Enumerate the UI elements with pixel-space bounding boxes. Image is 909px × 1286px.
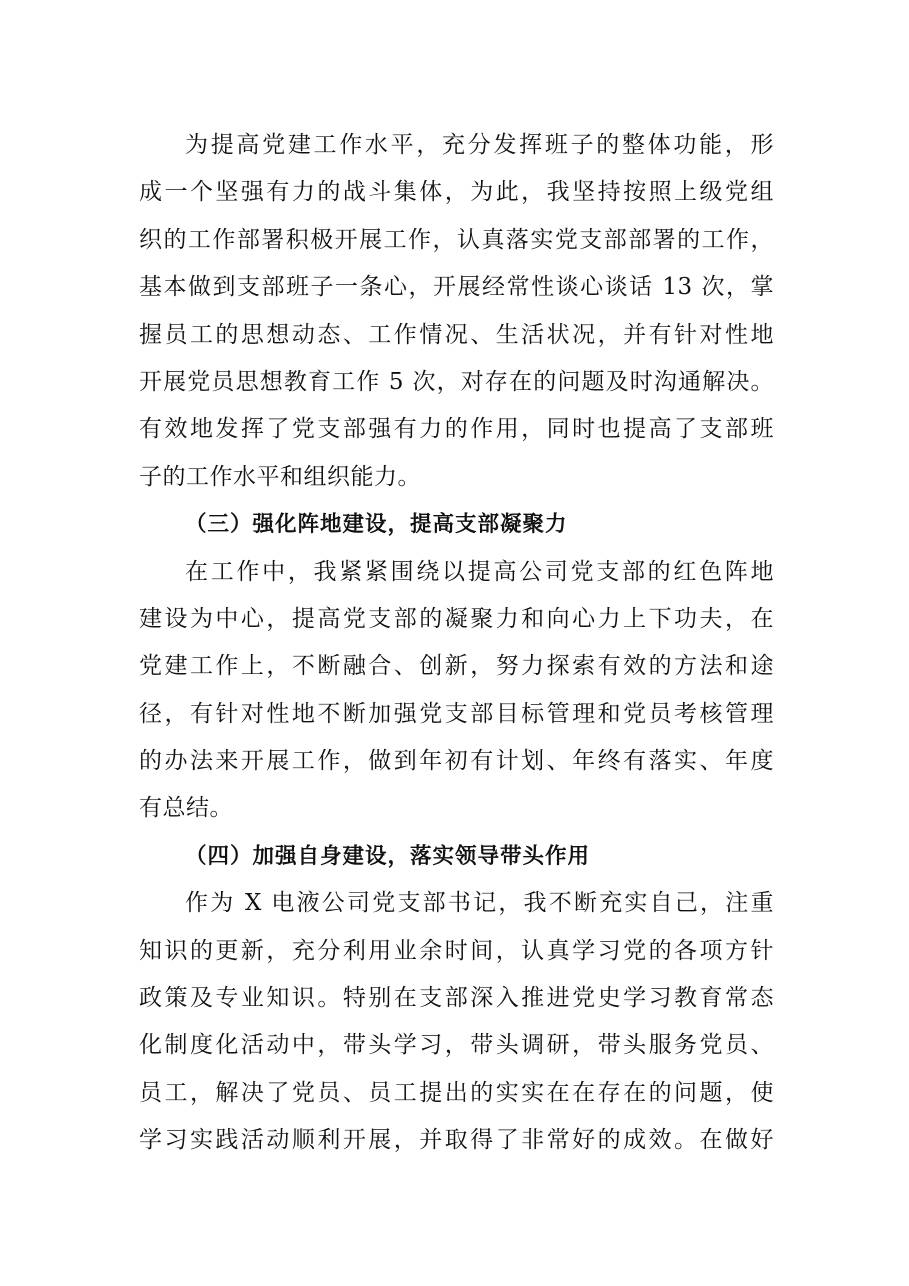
text-line: 政策及专业知识。特别在支部深入推进党史学习教育常态 (139, 985, 774, 1012)
text-line: 握员工的思想动态、工作情况、生活状况，并有针对性地 (139, 321, 774, 348)
text-line: 学习实践活动顺利开展，并取得了非常好的成效。在做好 (139, 1127, 774, 1154)
text-line: 成一个坚强有力的战斗集体，为此，我坚持按照上级党组 (139, 179, 774, 206)
text-line: 有效地发挥了党支部强有力的作用，同时也提高了支部班 (139, 416, 774, 443)
text-line: 织的工作部署积极开展工作，认真落实党支部部署的工作， (139, 226, 774, 253)
document-body (139, 122, 774, 1165)
text-line: 为提高党建工作水平，充分发挥班子的整体功能，形 (185, 132, 774, 158)
text-line: 开展党员思想教育工作 5 次，对存在的问题及时沟通解决。 (139, 368, 774, 395)
text-line: 基本做到支部班子一条心，开展经常性谈心谈话 13 次，掌 (139, 274, 774, 301)
paragraph-party-building (139, 122, 774, 501)
text-line: 化制度化活动中，带头学习，带头调研，带头服务党员、 (139, 1032, 774, 1059)
paragraph-position-building (139, 549, 774, 833)
text-line: 建设为中心，提高党支部的凝聚力和向心力上下功夫，在 (139, 605, 774, 632)
section-heading-4: （四）加强自身建设，落实领导带头作用 (185, 843, 591, 869)
text-line: 员工，解决了党员、员工提出的实实在在存在的问题，使 (139, 1079, 774, 1106)
text-line: 有总结。 (139, 795, 233, 822)
text-line: 作为 X 电液公司党支部书记，我不断充实自己，注重 (185, 890, 774, 917)
text-line: 的办法来开展工作，做到年初有计划、年终有落实、年度 (139, 748, 774, 775)
section-heading-3: （三）强化阵地建设，提高支部凝聚力 (185, 512, 568, 538)
text-line: 在工作中，我紧紧围绕以提高公司党支部的红色阵地 (185, 558, 774, 585)
text-line: 径，有针对性地不断加强党支部目标管理和党员考核管理 (139, 700, 774, 727)
text-line: 子的工作水平和组织能力。 (139, 463, 421, 490)
text-line: 知识的更新，充分利用业余时间，认真学习党的各项方针 (139, 937, 774, 964)
paragraph-self-building (139, 880, 774, 1164)
text-line: 党建工作上，不断融合、创新，努力探索有效的方法和途 (139, 653, 774, 680)
